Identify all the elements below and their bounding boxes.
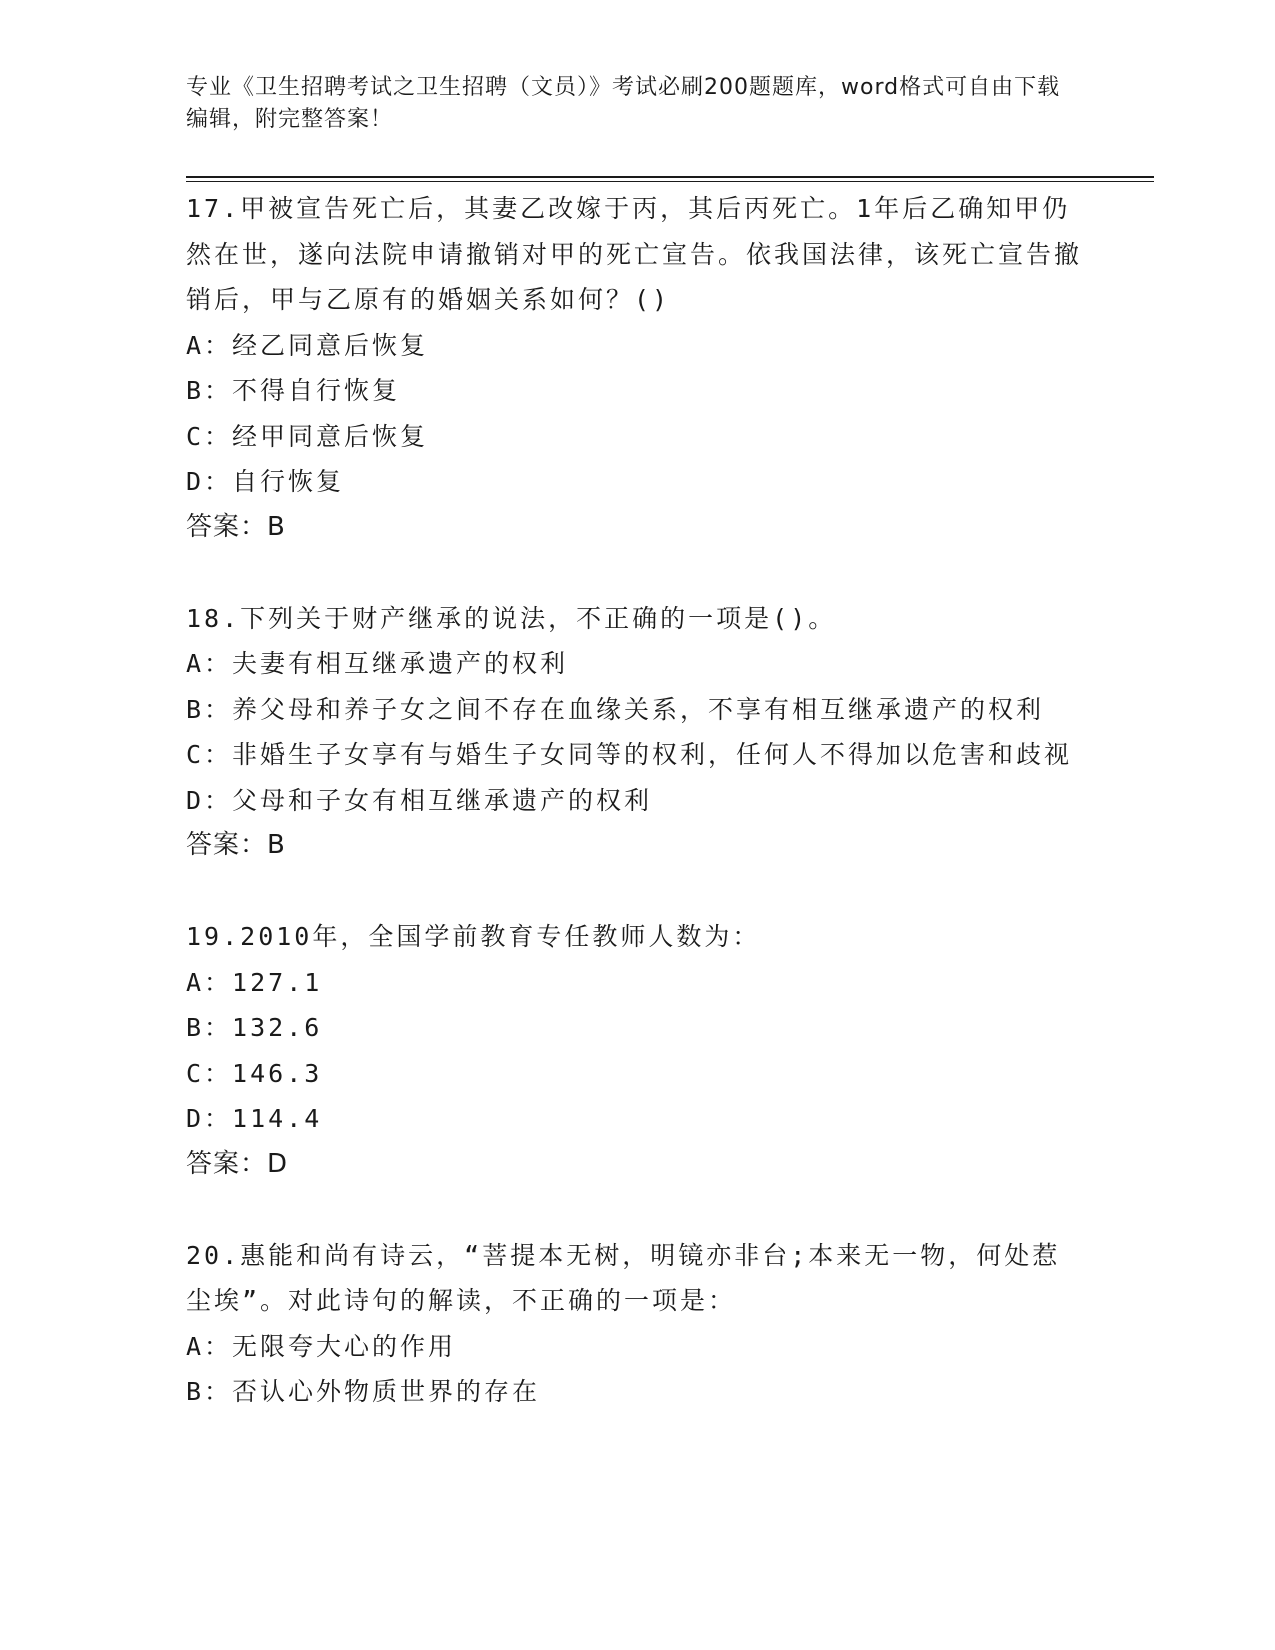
option-a: A：127.1 [186,967,323,997]
question-list [186,186,1086,1415]
option-b: B：不得自行恢复 [186,376,401,405]
header-rule-thin [186,181,1154,182]
option-c: C：非婚生子女享有与婚生子女同等的权利，任何人不得加以危害和歧视 [186,740,1073,769]
question-20 [186,1233,1086,1415]
option-a: A：无限夸大心的作用 [186,1331,457,1361]
question-17 [186,186,1086,550]
question-stem: 20.惠能和尚有诗云，“菩提本无树，明镜亦非台;本来无一物，何处惹尘埃”。对此诗句的解读，不正确的一项是： [186,1240,1061,1315]
answer-line: 答案：D [186,1148,289,1179]
question-18 [186,596,1086,869]
header-rule-thick [186,176,1154,178]
option-c: C：经甲同意后恢复 [186,421,429,451]
option-d: D：114.4 [186,1104,323,1133]
answer-line: 答案：B [186,830,286,860]
answer-line: 答案：B [186,511,286,542]
option-d: D：父母和子女有相互继承遗产的权利 [186,785,653,815]
option-c: C：146.3 [186,1058,323,1088]
question-19 [186,914,1086,1187]
question-stem: 19.2010年，全国学前教育专任教师人数为： [186,922,761,951]
document-header: 专业《卫生招聘考试之卫生招聘（文员）》考试必刷200题题库，word格式可自由下载编辑，附完整答案！ [186,75,1061,132]
option-a: A：经乙同意后恢复 [186,330,429,360]
option-a: A：夫妻有相互继承遗产的权利 [186,649,569,678]
option-d: D：自行恢复 [186,467,345,496]
option-b: B：养父母和养子女之间不存在血缘关系，不享有相互继承遗产的权利 [186,694,1045,724]
option-b: B：132.6 [186,1013,323,1042]
question-stem: 18.下列关于财产继承的说法，不正确的一项是()。 [186,603,837,633]
option-b: B：否认心外物质世界的存在 [186,1377,541,1406]
question-stem: 17.甲被宣告死亡后，其妻乙改嫁于丙，其后丙死亡。1年后乙确知甲仍然在世，遂向法院申请撤销对甲的死亡宣告。依我国法律，该死亡宣告撤销后，甲与乙原有的婚姻关系如何？() [186,194,1083,314]
